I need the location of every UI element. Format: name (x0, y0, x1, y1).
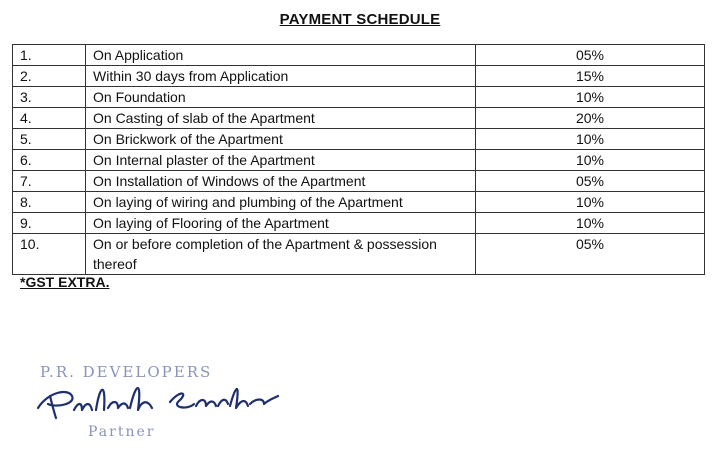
payment-percent: 10% (476, 150, 705, 171)
table-row (13, 234, 705, 275)
row-number: 2. (13, 66, 86, 87)
payment-stage: On Application (86, 45, 476, 66)
table-row (13, 108, 705, 129)
row-number: 9. (13, 213, 86, 234)
table-row (13, 129, 705, 150)
payment-stage: On Foundation (86, 87, 476, 108)
payment-stage: On Brickwork of the Apartment (86, 129, 476, 150)
payment-schedule-table (12, 44, 705, 275)
table-row (13, 213, 705, 234)
payment-percent: 10% (476, 87, 705, 108)
table-row (13, 87, 705, 108)
payment-percent: 15% (476, 66, 705, 87)
page-title: PAYMENT SCHEDULE (279, 11, 441, 28)
payment-stage: On Internal plaster of the Apartment (86, 150, 476, 171)
payment-stage: On laying of Flooring of the Apartment (86, 213, 476, 234)
payment-stage: On Installation of Windows of the Apartment (86, 171, 476, 192)
table-row (13, 66, 705, 87)
table-row (13, 171, 705, 192)
payment-stage: On Casting of slab of the Apartment (86, 108, 476, 129)
stamp-partner-label: Partner (88, 424, 156, 440)
row-number: 7. (13, 171, 86, 192)
row-number: 10. (13, 234, 86, 275)
row-number: 8. (13, 192, 86, 213)
payment-percent: 20% (476, 108, 705, 129)
table-row (13, 150, 705, 171)
table-row (13, 45, 705, 66)
payment-percent: 05% (476, 171, 705, 192)
payment-percent: 10% (476, 192, 705, 213)
payment-stage: On laying of wiring and plumbing of the Apartment (86, 192, 476, 213)
row-number: 4. (13, 108, 86, 129)
payment-percent: 05% (476, 234, 705, 275)
gst-note: *GST EXTRA. (20, 274, 110, 290)
row-number: 3. (13, 87, 86, 108)
row-number: 5. (13, 129, 86, 150)
payment-stage: On or before completion of the Apartment & possession thereof (86, 234, 476, 275)
row-number: 6. (13, 150, 86, 171)
handwritten-signature (30, 374, 280, 424)
row-number: 1. (13, 45, 86, 66)
stamp-company-name: P.R. DEVELOPERS (40, 363, 213, 381)
payment-percent: 10% (476, 129, 705, 150)
payment-percent: 10% (476, 213, 705, 234)
table-row (13, 192, 705, 213)
payment-percent: 05% (476, 45, 705, 66)
payment-stage: Within 30 days from Application (86, 66, 476, 87)
